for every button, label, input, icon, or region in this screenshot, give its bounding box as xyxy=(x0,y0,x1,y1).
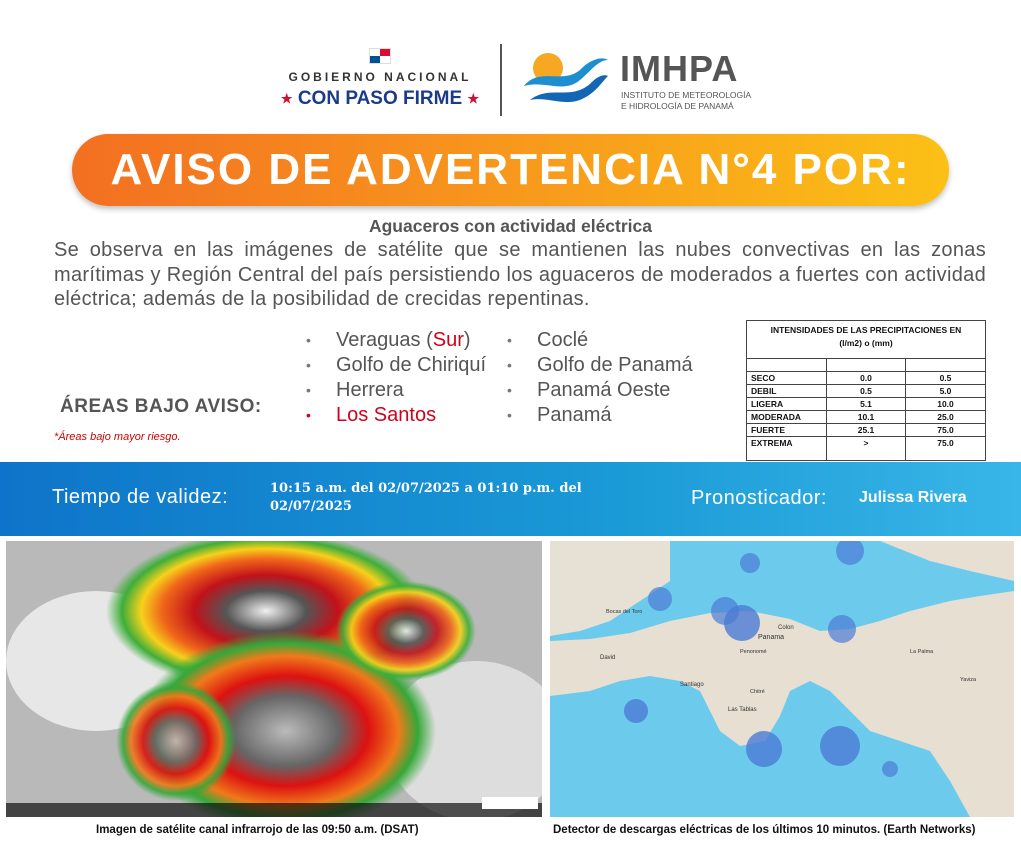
table-row: EXTREMA > 75.0 xyxy=(747,437,985,460)
areas-list-1 xyxy=(306,328,506,428)
page-title: AVISO DE ADVERTENCIA N°4 POR: xyxy=(110,145,911,194)
gob-line1: GOBIERNO NACIONAL xyxy=(288,70,472,84)
satellite-graphic xyxy=(6,541,542,817)
validity-label: Tiempo de validez: xyxy=(52,486,229,508)
lightning-map-graphic xyxy=(550,541,1014,817)
table-row: DEBIL 0.5 5.0 xyxy=(747,385,985,398)
list-item: • Panamá xyxy=(507,403,707,428)
lightning-caption: Detector de descargas eléctricas de los últimos 10 minutos. (Earth Networks) xyxy=(553,824,976,836)
satellite-caption: Imagen de satélite canal infrarrojo de las 09:50 a.m. (DSAT) xyxy=(96,824,419,836)
table-row: MODERADA 10.1 25.0 xyxy=(747,411,985,424)
map-label-panama: Panama xyxy=(758,634,785,641)
satellite-image xyxy=(6,541,542,817)
list-item: • Los Santos xyxy=(306,403,506,428)
table-row: FUERTE 25.1 75.0 xyxy=(747,424,985,437)
gob-line2: ★ CON PASO FIRME ★ xyxy=(280,88,480,109)
list-item: • Golfo de Panamá xyxy=(507,353,707,378)
imhpa-name: IMHPA xyxy=(620,48,739,89)
lightning-map xyxy=(550,541,1014,817)
forecaster-name: Julissa Rivera xyxy=(859,489,967,506)
list-item: • Panamá Oeste xyxy=(507,378,707,403)
intensity-table xyxy=(746,320,986,461)
star-icon: ★ xyxy=(467,90,480,106)
validity-value: 10:15 a.m. del 02/07/2025 a 01:10 p.m. del 02/07/2025 xyxy=(270,481,582,514)
logo-divider xyxy=(500,44,502,116)
map-label-la-palma: La Palma xyxy=(910,649,934,655)
list-item: • Veraguas (Sur) xyxy=(306,328,506,353)
list-item: • Golfo de Chiriquí xyxy=(306,353,506,378)
map-label-santiago: Santiago xyxy=(680,682,704,688)
table-header: INTENSIDADES DE LAS PRECIPITACIONES EN (l/m2) o (mm) xyxy=(747,321,985,359)
star-icon: ★ xyxy=(280,90,293,106)
map-label-las-tablas: Las Tablas xyxy=(728,707,757,713)
imhpa-logo-icon xyxy=(520,46,610,112)
forecaster-label: Pronosticador: xyxy=(691,487,827,509)
areas-list-2 xyxy=(507,328,707,428)
imhpa-subtitle: INSTITUTO DE METEOROLOGÍA E HIDROLOGÍA DE PANAMÁ xyxy=(621,90,752,111)
map-label-colon: Colon xyxy=(778,625,794,631)
warning-subtitle: Aguaceros con actividad eléctrica xyxy=(368,216,653,236)
map-label-bocas: Bocas del Toro xyxy=(606,609,643,615)
map-label-david: David xyxy=(600,655,616,661)
table-row: SECO 0.0 0.5 xyxy=(747,372,985,385)
map-label-penonome: Penonomé xyxy=(740,649,767,655)
map-label-chitre: Chitré xyxy=(750,689,765,695)
title-banner xyxy=(72,134,949,206)
government-logo xyxy=(270,48,490,110)
areas-label: ÁREAS BAJO AVISO: xyxy=(60,396,262,417)
table-row xyxy=(747,359,985,372)
list-item: • Coclé xyxy=(507,328,707,353)
warning-description: Se observa en las imágenes de satélite que se mantienen las nubes convectivas en las zonas marítimas y Región Central del país persistiendo los aguaceros de moderados a fuertes con actividad eléctrica; además de la posibilidad de crecidas repentinas. xyxy=(54,239,986,310)
panama-flag-icon xyxy=(369,48,391,64)
table-row: LIGERA 5.1 10.0 xyxy=(747,398,985,411)
map-label-yaviza: Yaviza xyxy=(960,677,977,683)
list-item: • Herrera xyxy=(306,378,506,403)
areas-note: *Áreas bajo mayor riesgo. xyxy=(54,431,181,443)
